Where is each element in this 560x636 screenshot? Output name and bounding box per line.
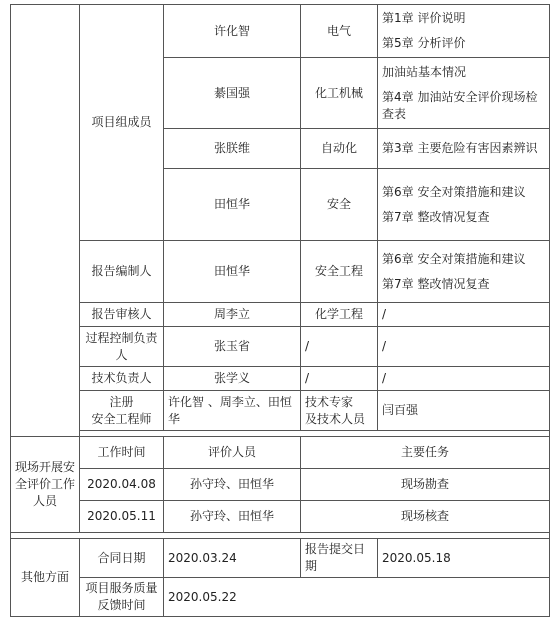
expert-name: 闫百强: [378, 391, 550, 431]
member-name: 綦国强: [164, 58, 301, 129]
report-writer-label: 报告编制人: [80, 241, 164, 303]
registered-engineer-label: 注册 安全工程师: [80, 391, 164, 431]
reviewer-specialty: 化学工程: [301, 303, 378, 327]
process-control-specialty: /: [301, 327, 378, 367]
member-tasks: [378, 58, 550, 129]
member-tasks: [378, 129, 550, 169]
submit-date: 2020.05.18: [378, 539, 550, 578]
report-writer-name: 田恒华: [164, 241, 301, 303]
contract-date: 2020.03.24: [164, 539, 301, 578]
evaluators: 孙守玲、田恒华: [164, 469, 301, 501]
tech-lead-specialty: /: [301, 367, 378, 391]
member-specialty: 安全: [301, 169, 378, 241]
evaluators: 孙守玲、田恒华: [164, 501, 301, 533]
member-tasks: [378, 5, 550, 58]
work-time: 2020.05.11: [80, 501, 164, 533]
task-line: 第7章 整改情况复查: [382, 209, 490, 224]
process-control-name: 张玉省: [164, 327, 301, 367]
contract-date-label: 合同日期: [80, 539, 164, 578]
registered-engineer-names: 许化智 、周李立、田恒华: [164, 391, 301, 431]
members-label: 项目组成员: [80, 5, 164, 241]
reviewer-task: /: [378, 303, 550, 327]
task-line: 第6章 安全对策措施和建议: [382, 251, 526, 266]
task-line: 第5章 分析评价: [382, 36, 466, 50]
process-control-task: /: [378, 327, 550, 367]
member-tasks: [378, 169, 550, 241]
evaluation-personnel-table: [10, 4, 550, 617]
submit-date-label: 报告提交日期: [301, 539, 378, 578]
task-line: 加油站基本情况: [382, 64, 467, 79]
task-line: 第3章 主要危险有害因素辨识: [382, 141, 538, 155]
member-name: 许化智: [164, 5, 301, 58]
report-writer-tasks: [378, 241, 550, 303]
report-writer-specialty: 安全工程: [301, 241, 378, 303]
task-line: 第1章 评价说明: [382, 11, 466, 25]
main-task: 现场核查: [301, 501, 550, 533]
reviewer-name: 周李立: [164, 303, 301, 327]
task-line: 第6章 安全对策措施和建议: [382, 184, 526, 199]
feedback-label: 项目服务质量反馈时间: [80, 578, 164, 617]
process-control-label: 过程控制负责人: [80, 327, 164, 367]
tech-lead-name: 张学义: [164, 367, 301, 391]
tech-lead-label: 技术负责人: [80, 367, 164, 391]
member-name: 田恒华: [164, 169, 301, 241]
blank-category-cell: [11, 5, 80, 437]
reviewer-label: 报告审核人: [80, 303, 164, 327]
main-task: 现场勘查: [301, 469, 550, 501]
task-line: 第4章 加油站安全评价现场检查表: [382, 89, 538, 121]
main-task-header: 主要任务: [301, 437, 550, 469]
other-section-label: 其他方面: [11, 539, 80, 617]
evaluators-header: 评价人员: [164, 437, 301, 469]
task-line: 第7章 整改情况复查: [382, 276, 490, 291]
member-specialty: 自动化: [301, 129, 378, 169]
member-specialty: 化工机械: [301, 58, 378, 129]
member-name: 张朕维: [164, 129, 301, 169]
member-specialty: 电气: [301, 5, 378, 58]
work-time: 2020.04.08: [80, 469, 164, 501]
tech-lead-task: /: [378, 367, 550, 391]
expert-label: 技术专家 及技术人员: [301, 391, 378, 431]
work-time-header: 工作时间: [80, 437, 164, 469]
feedback-date: 2020.05.22: [164, 578, 550, 617]
field-section-label: 现场开展安全评价工作人员: [11, 437, 80, 533]
